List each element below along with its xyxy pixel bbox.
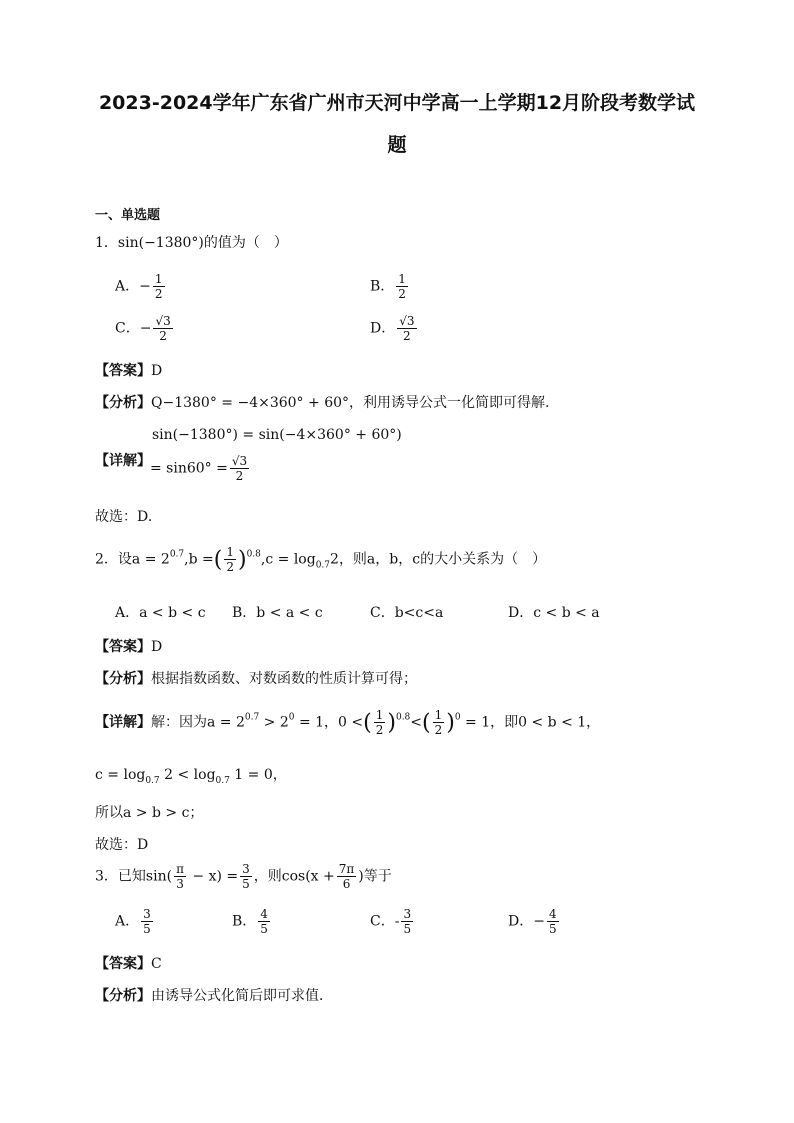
sin-open: sin( — [145, 868, 173, 885]
cos-open: cos(x + — [281, 868, 335, 885]
denominator: 2 — [154, 287, 163, 301]
detail-equals-one: = 1， — [294, 714, 339, 731]
detail-lead: 解：因为 — [151, 714, 207, 731]
detail-inequality-start: 0 < — [338, 714, 364, 731]
detail-c-end: 1 = 0， — [229, 767, 287, 783]
q2-option-b[interactable] — [232, 602, 323, 622]
question-expression: sin(−1380°) — [117, 235, 204, 251]
q1-option-d[interactable] — [370, 314, 419, 343]
q3-option-d[interactable] — [508, 907, 561, 936]
denominator: 2 — [159, 329, 167, 343]
detail-a-exponent: 0.7 — [244, 712, 260, 723]
q2-option-d[interactable] — [508, 602, 600, 622]
analysis-tag: 【分析】 — [95, 395, 151, 411]
q1-detail-tag — [95, 450, 151, 470]
option-label: C． — [370, 605, 395, 621]
answer-tag: 【答案】 — [95, 639, 151, 655]
detail-tag: 【详解】 — [95, 714, 151, 731]
question-stem-text: 的值为（ ） — [203, 235, 288, 251]
q1-choose: 故选：D. — [95, 509, 153, 525]
option-label: B． — [232, 605, 257, 621]
option-sign: - — [394, 913, 400, 930]
detail-zero-exponent: 0 — [288, 712, 295, 723]
option-label: B． — [232, 913, 257, 930]
option-text: c < b < a — [533, 605, 600, 621]
denominator: 2 — [375, 723, 384, 737]
q1-detail-line-2 — [150, 454, 251, 483]
sin-fraction — [174, 862, 186, 891]
a-exponent: 0.7 — [169, 549, 185, 560]
option-label: A． — [115, 278, 140, 295]
option-sign: − — [139, 278, 151, 295]
cos-fraction — [337, 862, 357, 891]
analysis-text: 由诱导公式化简后即可求值． — [151, 988, 333, 1004]
b-definition: ,b = — [184, 551, 214, 568]
q2-detail-line-2 — [95, 764, 287, 786]
detail-c: c = log — [95, 767, 146, 783]
detail-a-compare: > 2 — [259, 714, 289, 731]
option-fraction — [153, 272, 165, 301]
numerator: π — [176, 862, 184, 876]
option-label: C． — [115, 320, 140, 337]
question-number: 1． — [95, 235, 118, 251]
detail-fraction-1 — [374, 708, 386, 737]
answer-value: D — [151, 363, 163, 379]
denominator: 5 — [260, 922, 268, 936]
detail-equation: = sin60° = — [150, 460, 228, 477]
numerator: √3 — [231, 454, 248, 468]
numerator: 3 — [242, 862, 250, 876]
detail-fraction-2 — [433, 708, 445, 737]
sin-close: − x) = — [187, 868, 239, 885]
analysis-tag: 【分析】 — [95, 988, 151, 1004]
denominator: 6 — [342, 877, 351, 891]
numerator: 4 — [260, 907, 268, 921]
numerator: √3 — [399, 314, 415, 328]
option-fraction — [258, 907, 270, 936]
numerator: 1 — [434, 708, 443, 722]
answer-value: C — [151, 956, 162, 972]
numerator: 3 — [403, 907, 412, 921]
option-fraction — [396, 272, 408, 301]
q2-analysis — [95, 668, 417, 688]
denominator: 2 — [434, 723, 443, 737]
q2-option-a[interactable] — [115, 602, 206, 622]
q1-option-a[interactable] — [115, 272, 167, 301]
denominator: 2 — [398, 287, 406, 301]
question-3-stem — [95, 862, 392, 891]
numerator: 3 — [143, 907, 151, 921]
question-number: 2．设 — [95, 551, 132, 568]
stem-connector: ，则 — [253, 868, 282, 885]
option-fraction — [401, 907, 413, 936]
detail-inequality-end: = 1，即0 < b < 1， — [460, 714, 601, 731]
numerator: 4 — [548, 907, 557, 921]
analysis-text: 根据指数函数、对数函数的性质计算可得； — [151, 671, 417, 687]
option-fraction — [547, 907, 559, 936]
detail-exponent-2: 0 — [454, 712, 461, 723]
q3-analysis — [95, 985, 333, 1005]
answer-tag: 【答案】 — [95, 363, 151, 379]
q1-detail-line-1: sin(−1380°) = sin(−4×360° + 60°) — [152, 427, 402, 443]
q2-option-c[interactable] — [370, 602, 443, 622]
option-text: b<c<a — [394, 605, 444, 621]
option-label: D． — [370, 320, 396, 337]
q2-answer — [95, 636, 162, 656]
question-stem-text: ，则a，b，c的大小关系为（ ） — [338, 551, 547, 568]
c-log-base: 0.7 — [315, 560, 331, 571]
q3-option-b[interactable] — [232, 907, 272, 936]
question-1-stem — [95, 232, 288, 252]
answer-value: D — [151, 639, 163, 655]
c-log-argument: 2 — [330, 551, 339, 568]
q3-option-c[interactable] — [370, 907, 415, 936]
denominator: 5 — [548, 922, 557, 936]
q1-analysis — [95, 392, 549, 412]
page-title: 2023-2024学年广东省广州市天河中学高一上学期12月阶段考数学试 — [98, 92, 696, 114]
b-exponent: 0.8 — [246, 549, 261, 560]
q2-detail-line-1: 【详解】解：因为$a = 2^{0.7} > 2^0 = 1$，0 <( $\frac{1}{2}$ )$^{0.8}$<( $\frac{1}{2}$ )$^0$ = 1，即0 < b < 1， — [95, 708, 601, 737]
option-label: D． — [508, 605, 534, 621]
section-heading-single-choice: 一、单选题 — [95, 208, 161, 223]
detail-c-base: 0.7 — [145, 776, 160, 786]
analysis-text: ，利用诱导公式一化简即可得解. — [349, 395, 550, 411]
q1-option-c[interactable] — [115, 314, 175, 343]
a-definition: a = 2 — [131, 551, 170, 568]
cos-close: ) — [358, 868, 364, 885]
b-fraction — [224, 545, 236, 574]
denominator: 2 — [226, 560, 234, 574]
numerator: 1 — [375, 708, 384, 722]
denominator: 2 — [403, 329, 411, 343]
detail-fraction — [230, 454, 249, 483]
detail-a: a = 2 — [207, 714, 245, 731]
option-fraction — [397, 314, 416, 343]
option-label: C． — [370, 913, 395, 930]
numerator: 7π — [338, 862, 355, 876]
analysis-tag: 【分析】 — [95, 671, 151, 687]
detail-c-base-2: 0.7 — [215, 776, 230, 786]
detail-c-compare: 2 < log — [159, 767, 216, 783]
numerator: 1 — [398, 272, 406, 286]
option-label: A． — [115, 605, 140, 621]
denominator: 5 — [242, 877, 250, 891]
detail-exponent-1: 0.8 — [395, 712, 411, 723]
q2-conclusion: 所以a > b > c； — [95, 805, 204, 821]
q3-answer — [95, 953, 162, 973]
q1-option-b[interactable] — [370, 272, 410, 301]
denominator: 3 — [176, 877, 184, 891]
c-definition: ,c = log — [260, 551, 316, 568]
question-2-stem: 2．设$a = 2^{0.7},b$ =( $\frac{1}{2}$ )$^{0.8},c = \log_{0.7}2$，则a，b，c的大小关系为（ ） — [95, 545, 547, 574]
page-title-continued: 题 — [387, 134, 407, 156]
detail-less-than: < — [410, 714, 423, 731]
option-sign: − — [533, 913, 545, 930]
option-fraction — [153, 314, 172, 343]
option-sign: − — [139, 320, 152, 337]
q1-answer — [95, 360, 162, 380]
option-fraction — [141, 907, 153, 936]
option-text: a < b < c — [139, 605, 206, 621]
option-label: B． — [370, 278, 395, 295]
option-label: A． — [115, 913, 140, 930]
denominator: 5 — [143, 922, 151, 936]
numerator: 1 — [154, 272, 163, 286]
q3-option-a[interactable] — [115, 907, 155, 936]
question-number: 3．已知 — [95, 868, 146, 885]
question-stem-text: 等于 — [363, 868, 392, 885]
option-text: b < a < c — [256, 605, 323, 621]
numerator: 1 — [226, 545, 234, 559]
value-fraction — [240, 862, 252, 891]
numerator: √3 — [155, 314, 171, 328]
detail-tag: 【详解】 — [95, 453, 151, 469]
analysis-expression: Q−1380° = −4×360° + 60° — [151, 395, 350, 411]
answer-tag: 【答案】 — [95, 956, 151, 972]
denominator: 2 — [235, 469, 244, 483]
option-label: D． — [508, 913, 534, 930]
q2-choose: 故选：D — [95, 837, 149, 853]
denominator: 5 — [403, 922, 412, 936]
